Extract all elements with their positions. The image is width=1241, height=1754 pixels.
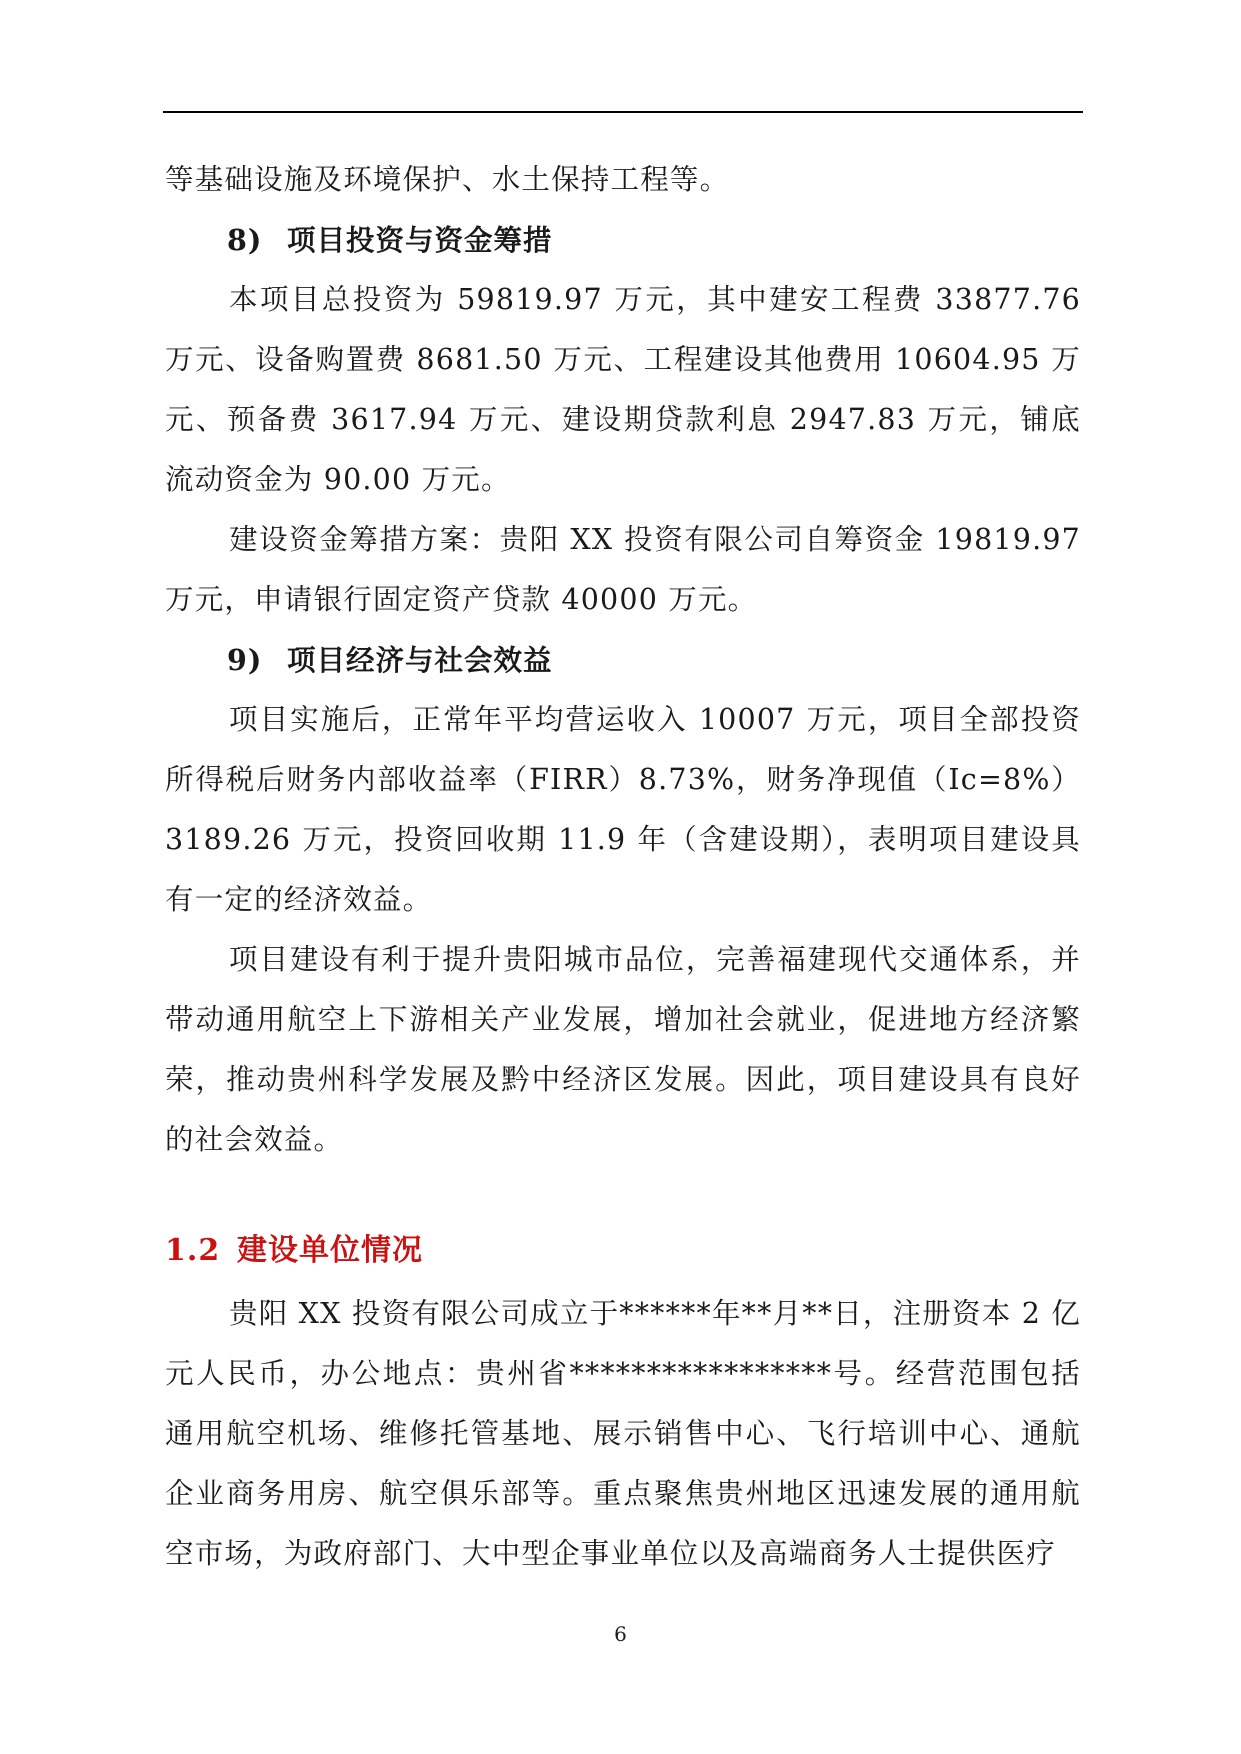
section-1-2-title: 建设单位情况 bbox=[237, 1233, 423, 1268]
section-9-paragraph-1: 项目实施后，正常年平均营运收入 10007 万元，项目全部投资所得税后财务内部收益率（FIRR）8.73%，财务净现值（Ic=8%）3189.26 万元，投资回收期 11.9 年（含建设期），表明项目建设具有一定的经济效益。 bbox=[165, 703, 1081, 916]
section-1-2-heading bbox=[165, 1220, 1081, 1282]
section-9-heading bbox=[165, 630, 1081, 690]
header-rule bbox=[163, 111, 1083, 113]
section-8-paragraph-1: 本项目总投资为 59819.97 万元，其中建安工程费 33877.76 万元、设备购置费 8681.50 万元、工程建设其他费用 10604.95 万元、预备费 3617.94 万元、建设期贷款利息 2947.83 万元，铺底流动资金为 90.00 万元。 bbox=[165, 283, 1081, 496]
section-9-number: 9) bbox=[227, 643, 263, 677]
section-8-heading bbox=[165, 210, 1081, 270]
section-8-title: 项目投资与资金筹措 bbox=[287, 223, 553, 257]
section-8-paragraph-2: 建设资金筹措方案：贵阳 XX 投资有限公司自筹资金 19819.97 万元，申请银行固定资产贷款 40000 万元。 bbox=[165, 523, 1081, 616]
section-8-number: 8) bbox=[227, 223, 263, 257]
page-content bbox=[165, 150, 1081, 1584]
paragraph-intro-tail: 等基础设施及环境保护、水土保持工程等。 bbox=[165, 163, 730, 196]
section-1-2-paragraph-1: 贵阳 XX 投资有限公司成立于******年**月**日，注册资本 2 亿元人民币，办公地点：贵州省*****************号。经营范围包括通用航空机场、维修托管基地、展示销售中心、飞行培训中心、通航企业商务用房、航空俱乐部等。重点聚焦贵州地区迅速发展的通用航空市场，为政府部门、大中型企事业单位以及高端商务人士提供医疗 bbox=[165, 1297, 1081, 1570]
section-9-paragraph-2: 项目建设有利于提升贵阳城市品位，完善福建现代交通体系，并带动通用航空上下游相关产业发展，增加社会就业，促进地方经济繁荣，推动贵州科学发展及黔中经济区发展。因此，项目建设具有良好的社会效益。 bbox=[165, 943, 1081, 1156]
section-9-title: 项目经济与社会效益 bbox=[287, 643, 553, 677]
section-1-2-number: 1.2 bbox=[165, 1233, 221, 1268]
page-number: 6 bbox=[614, 1622, 627, 1646]
